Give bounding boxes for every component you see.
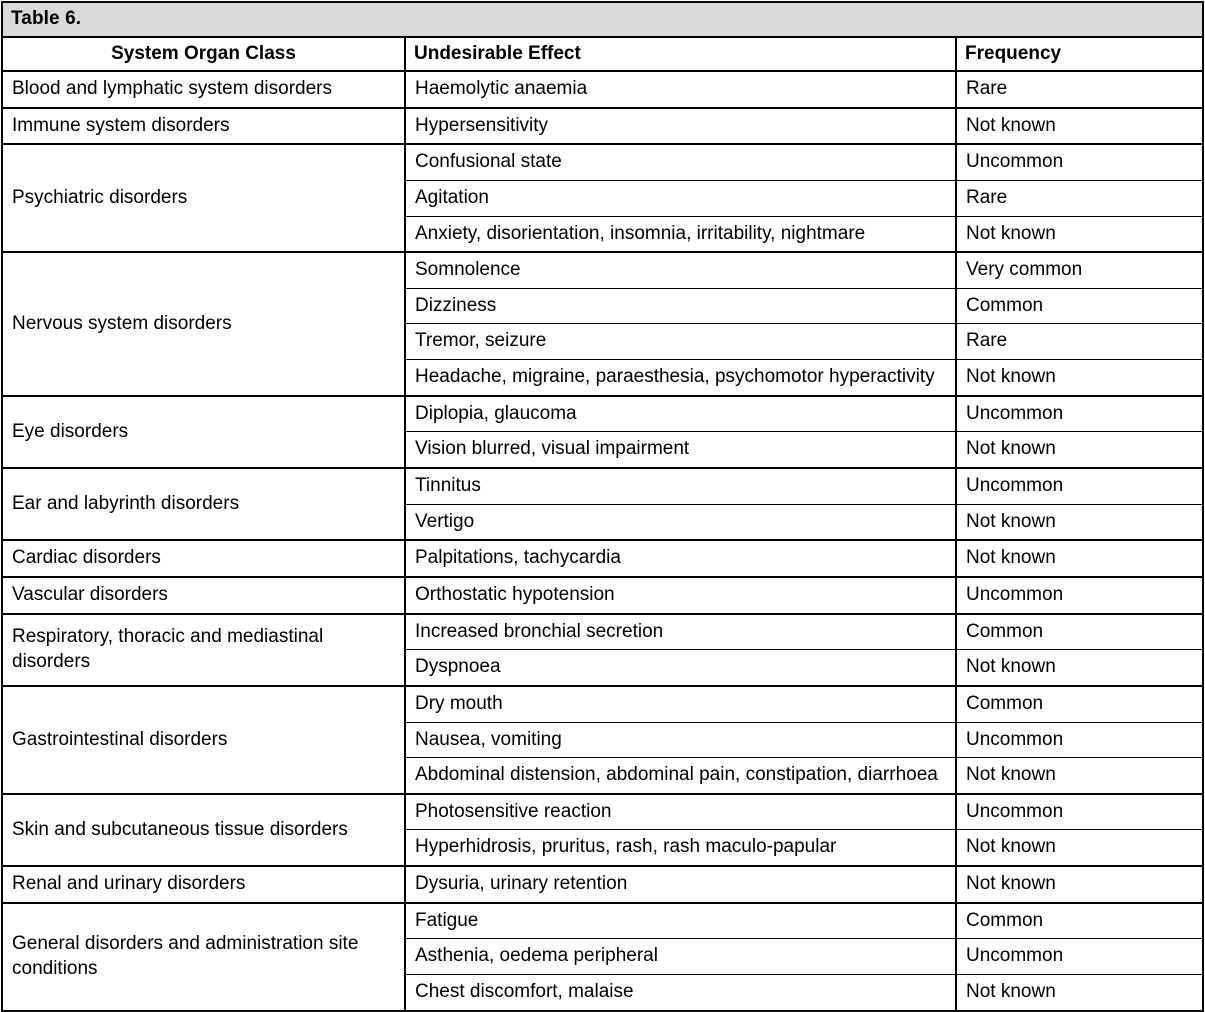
undesirable-effect-cell: Diplopia, glaucoma (405, 396, 956, 432)
undesirable-effect-cell: Dysuria, urinary retention (405, 866, 956, 903)
table-row (2, 71, 1203, 108)
table-row (2, 252, 1203, 288)
system-organ-class-cell: Nervous system disorders (2, 252, 405, 396)
system-organ-class-cell: Psychiatric disorders (2, 144, 405, 252)
system-organ-class-cell: Cardiac disorders (2, 540, 405, 577)
table-row (2, 144, 1203, 180)
frequency-cell: Very common (956, 252, 1203, 288)
undesirable-effect-cell: Haemolytic anaemia (405, 71, 956, 108)
undesirable-effect-cell: Dizziness (405, 288, 956, 324)
table-title-row (2, 2, 1203, 37)
frequency-cell: Rare (956, 71, 1203, 108)
table-title: Table 6. (2, 2, 1203, 37)
frequency-cell: Rare (956, 324, 1203, 360)
system-organ-class-cell: Eye disorders (2, 396, 405, 468)
undesirable-effect-cell: Chest discomfort, malaise (405, 975, 956, 1011)
column-header-frequency: Frequency (956, 37, 1203, 71)
table-row (2, 108, 1203, 145)
frequency-cell: Common (956, 686, 1203, 722)
undesirable-effect-cell: Agitation (405, 180, 956, 216)
undesirable-effect-cell: Orthostatic hypotension (405, 577, 956, 614)
table-header-row (2, 37, 1203, 71)
system-organ-class-cell: Respiratory, thoracic and mediastinal disorders (2, 614, 405, 686)
frequency-cell: Common (956, 903, 1203, 939)
frequency-cell: Uncommon (956, 468, 1203, 504)
system-organ-class-cell: Vascular disorders (2, 577, 405, 614)
frequency-cell: Uncommon (956, 939, 1203, 975)
system-organ-class-cell: General disorders and administration site conditions (2, 903, 405, 1011)
table-row (2, 794, 1203, 830)
undesirable-effect-cell: Photosensitive reaction (405, 794, 956, 830)
frequency-cell: Not known (956, 866, 1203, 903)
undesirable-effect-cell: Hypersensitivity (405, 108, 956, 145)
undesirable-effects-table (1, 1, 1204, 1012)
frequency-cell: Not known (956, 650, 1203, 686)
frequency-cell: Rare (956, 180, 1203, 216)
system-organ-class-cell: Blood and lymphatic system disorders (2, 71, 405, 108)
column-header-undesirable-effect: Undesirable Effect (405, 37, 956, 71)
table-row (2, 540, 1203, 577)
frequency-cell: Uncommon (956, 794, 1203, 830)
undesirable-effect-cell: Confusional state (405, 144, 956, 180)
system-organ-class-cell: Skin and subcutaneous tissue disorders (2, 794, 405, 866)
table-container (0, 1, 1205, 1007)
undesirable-effect-cell: Anxiety, disorientation, insomnia, irritability, nightmare (405, 216, 956, 252)
frequency-cell: Common (956, 288, 1203, 324)
undesirable-effect-cell: Increased bronchial secretion (405, 614, 956, 650)
undesirable-effect-cell: Vertigo (405, 504, 956, 540)
frequency-cell: Uncommon (956, 722, 1203, 758)
frequency-cell: Not known (956, 758, 1203, 794)
system-organ-class-cell: Renal and urinary disorders (2, 866, 405, 903)
table-row (2, 686, 1203, 722)
undesirable-effect-cell: Vision blurred, visual impairment (405, 432, 956, 468)
table-row (2, 577, 1203, 614)
undesirable-effect-cell: Abdominal distension, abdominal pain, constipation, diarrhoea (405, 758, 956, 794)
frequency-cell: Not known (956, 432, 1203, 468)
frequency-cell: Not known (956, 108, 1203, 145)
frequency-cell: Not known (956, 540, 1203, 577)
undesirable-effect-cell: Fatigue (405, 903, 956, 939)
table-row (2, 396, 1203, 432)
undesirable-effect-cell: Tremor, seizure (405, 324, 956, 360)
system-organ-class-cell: Gastrointestinal disorders (2, 686, 405, 794)
frequency-cell: Not known (956, 975, 1203, 1011)
table-row (2, 614, 1203, 650)
undesirable-effect-cell: Tinnitus (405, 468, 956, 504)
table-row (2, 903, 1203, 939)
frequency-cell: Not known (956, 504, 1203, 540)
undesirable-effect-cell: Asthenia, oedema peripheral (405, 939, 956, 975)
frequency-cell: Not known (956, 216, 1203, 252)
table-row (2, 866, 1203, 903)
table-row (2, 468, 1203, 504)
frequency-cell: Uncommon (956, 577, 1203, 614)
undesirable-effect-cell: Somnolence (405, 252, 956, 288)
undesirable-effect-cell: Headache, migraine, paraesthesia, psychomotor hyperactivity (405, 360, 956, 396)
frequency-cell: Common (956, 614, 1203, 650)
frequency-cell: Uncommon (956, 396, 1203, 432)
undesirable-effect-cell: Dry mouth (405, 686, 956, 722)
frequency-cell: Not known (956, 830, 1203, 866)
frequency-cell: Not known (956, 360, 1203, 396)
undesirable-effect-cell: Palpitations, tachycardia (405, 540, 956, 577)
system-organ-class-cell: Immune system disorders (2, 108, 405, 145)
system-organ-class-cell: Ear and labyrinth disorders (2, 468, 405, 540)
undesirable-effect-cell: Dyspnoea (405, 650, 956, 686)
frequency-cell: Uncommon (956, 144, 1203, 180)
column-header-system-organ-class: System Organ Class (2, 37, 405, 71)
undesirable-effect-cell: Hyperhidrosis, pruritus, rash, rash maculo-papular (405, 830, 956, 866)
undesirable-effect-cell: Nausea, vomiting (405, 722, 956, 758)
